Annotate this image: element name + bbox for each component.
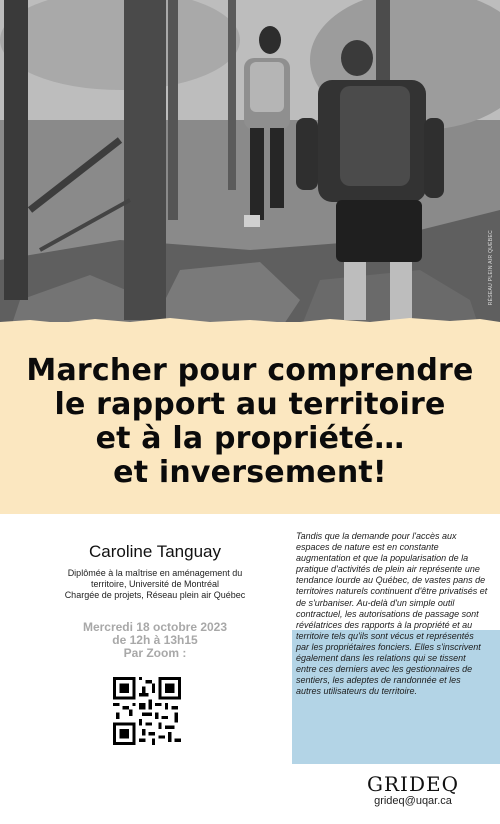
event-title xyxy=(0,354,500,490)
hiking-scene-illustration xyxy=(0,0,500,330)
event-details xyxy=(40,621,270,660)
grideq-logo xyxy=(353,773,473,808)
torn-edge-bottom xyxy=(0,500,500,518)
event-mode: Par Zoom : xyxy=(123,646,187,660)
photo-credit: RÉSEAU PLEIN AIR QUÉBEC xyxy=(488,230,494,306)
title-line: le rapport au territoire xyxy=(54,387,446,422)
contact-email[interactable]: grideq@uqar.ca xyxy=(374,795,452,807)
description-text: Tandis que la demande pour l'accès aux espaces de nature est en constante augmentation et que la popularisation de la pratique d'activités de plein air représente une tendance lourde au Québec, de vastes pans de territoires naturels continuent d'être privatisés et de s'urbaniser. Au-delà d'un simple outil contractuel, les autorisations de passage sont révélatrices des rapports à la propriété et au territoire tels qu'ils sont vécus et représentés par les propriétaires fonciers. Elles s'inscrivent également dans les relations qui se tissent entre ces derniers avec les gestionnaires de sentiers, les adeptes de randonnée et les autres utilisateurs du territoire. xyxy=(296,531,488,697)
speaker-credential: territoire, Université de Montréal xyxy=(90,579,220,589)
title-line: et inversement! xyxy=(113,455,387,490)
event-time: de 12h à 13h15 xyxy=(112,633,198,647)
speaker-credential: Diplômée à la maîtrise en aménagement du xyxy=(67,568,243,578)
zoom-qr-code[interactable] xyxy=(113,677,181,745)
title-line: Marcher pour comprendre xyxy=(26,353,474,388)
speaker-credential: Chargée de projets, Réseau plein air Québec xyxy=(64,590,246,600)
event-date: Mercredi 18 octobre 2023 xyxy=(82,620,228,634)
torn-edge-top xyxy=(0,316,500,328)
logo-wordmark: GRIDEQ xyxy=(367,772,459,796)
hero-photo xyxy=(0,0,500,330)
speaker-name: Caroline Tanguay xyxy=(89,542,221,561)
speaker-info xyxy=(40,542,270,601)
title-line: et à la propriété… xyxy=(95,421,405,456)
